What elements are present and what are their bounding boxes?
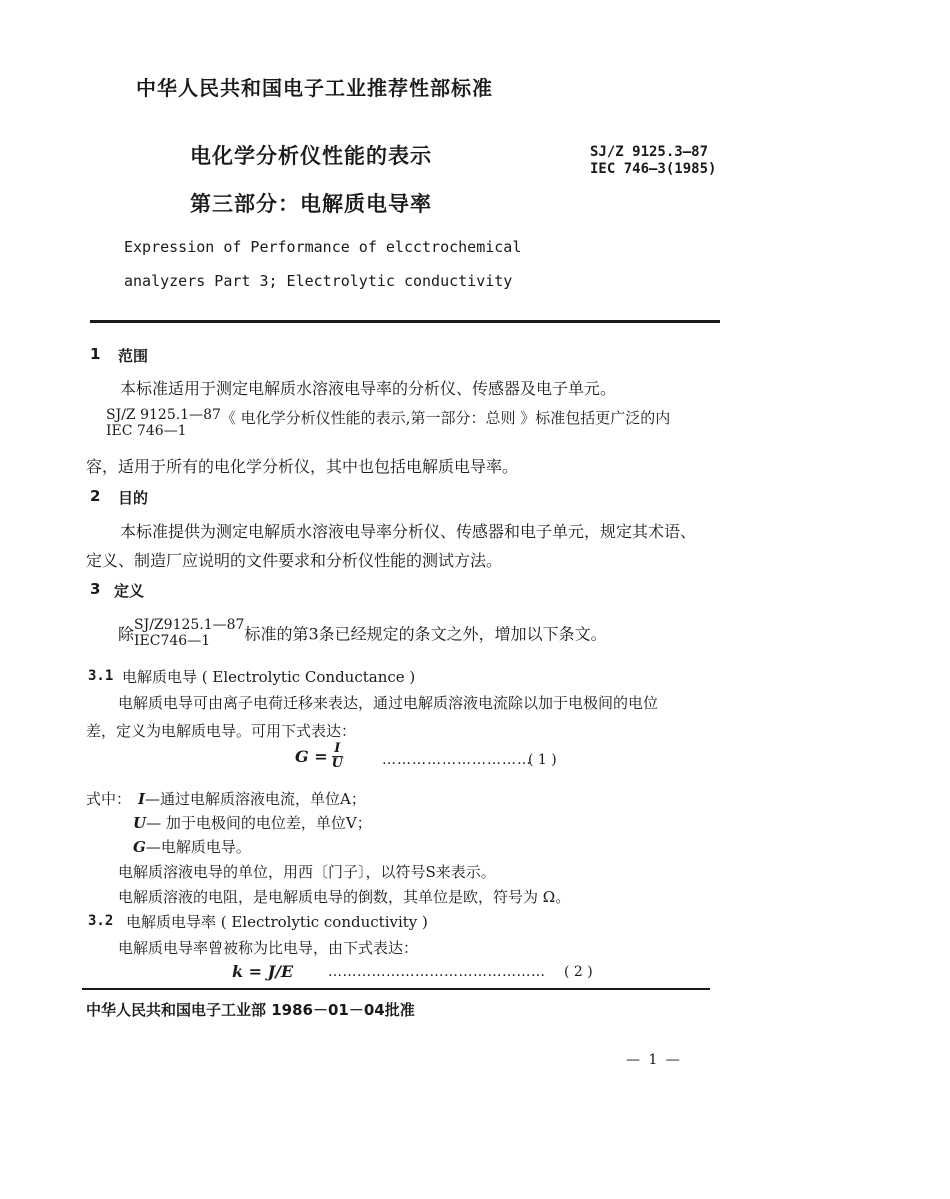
section-3-para: 除 SJ/Z9125.1—87 IEC746—1 标准的第3条已经规定的条文之外，增加以下条文。 [118, 617, 607, 649]
subsection-3-1-title: 电解质电导 ( Electrolytic Conductance ) [122, 668, 416, 686]
section-1-title: 范围 [118, 347, 149, 365]
subsection-3-1-para3: 电解质溶液电导的单位，用西〔门子〕，以符号S来表示。 [118, 863, 496, 881]
subsection-3-1-para4: 电解质溶液的电阻，是电解质电导的倒数，其单位是欧，符号为 Ω。 [118, 888, 571, 906]
equation-2-label: ( 2 ) [564, 964, 593, 980]
standard-number: SJ/Z 9125.3—87 [590, 144, 709, 160]
section-3-title: 定义 [114, 582, 145, 600]
equation-1-label: ( 1 ) [528, 752, 557, 768]
equation-2-leader: ……………………………………… [328, 964, 546, 980]
footer-divider [82, 988, 710, 990]
subsection-3-2-para1: 电解质电导率曾被称为比电导，由下式表达： [118, 939, 419, 957]
equation-1-fraction: $\frac{I}{U}$ [331, 741, 343, 771]
english-title-line2: analyzers Part 3; Electrolytic conductivity [124, 272, 513, 290]
approval-line: 中华人民共和国电子工业部 1986－01－04批准 [86, 1001, 415, 1019]
equation-1: G = $\frac{I}{U}$ [295, 741, 343, 771]
subsection-3-2-title: 电解质电导率 ( Electrolytic conductivity ) [126, 913, 428, 931]
subsection-3-1-para1: 电解质电导可由离子电荷迁移来表达，通过电解质溶液电流除以加于电极间的电位 [118, 694, 659, 712]
variable-i-definition: I—通过电解质溶液电流，单位A； [138, 790, 366, 808]
section-2-para2: 定义、制造厂应说明的文件要求和分析仪性能的测试方法。 [86, 551, 503, 570]
header-divider [90, 320, 720, 323]
equation-1-leader: ………………………… [382, 752, 532, 768]
section-3-number: 3 [90, 580, 101, 598]
subsection-3-1-number: 3.1 [88, 668, 114, 684]
iec-number: IEC 746—3(1985) [590, 161, 717, 177]
section-1-para1: 本标准适用于测定电解质水溶液电导率的分析仪、传感器及电子单元。 [120, 379, 617, 398]
doc-title-line2: 第三部分：电解质电导率 [190, 192, 432, 216]
subsection-3-1-para2: 差，定义为电解质电导。可用下式表达： [86, 722, 357, 740]
section-2-number: 2 [90, 487, 101, 505]
subsection-3-2-number: 3.2 [88, 913, 114, 929]
section-1-number: 1 [90, 345, 101, 363]
issuing-organization: 中华人民共和国电子工业推荐性部标准 [136, 76, 493, 100]
section-2-title: 目的 [118, 489, 149, 507]
section-1-para3: 容，适用于所有的电化学分析仪，其中也包括电解质电导率。 [86, 457, 519, 476]
equation-2: k = J/E [232, 962, 294, 981]
page-number: — 1 — [626, 1052, 682, 1068]
doc-title-line1: 电化学分析仪性能的表示 [190, 144, 432, 168]
section-2-para1: 本标准提供为测定电解质水溶液电导率分析仪、传感器和电子单元，规定其术语、 [120, 522, 697, 541]
english-title-line1: Expression of Performance of elcctrochemical [124, 238, 522, 256]
standard-reference: SJ/Z9125.1—87 IEC746—1 [134, 617, 245, 649]
section-1-para2: SJ/Z 9125.1—87 IEC 746—1 《 电化学分析仪性能的表示,第一部分：总则 》标准包括更广泛的内 [106, 407, 671, 439]
variable-g-definition: G—电解质电导。 [133, 838, 251, 856]
standard-reference: SJ/Z 9125.1—87 IEC 746—1 [106, 407, 221, 439]
where-label: 式中： [86, 790, 132, 808]
variable-u-definition: U— 加于电极间的电位差，单位V； [133, 814, 372, 832]
